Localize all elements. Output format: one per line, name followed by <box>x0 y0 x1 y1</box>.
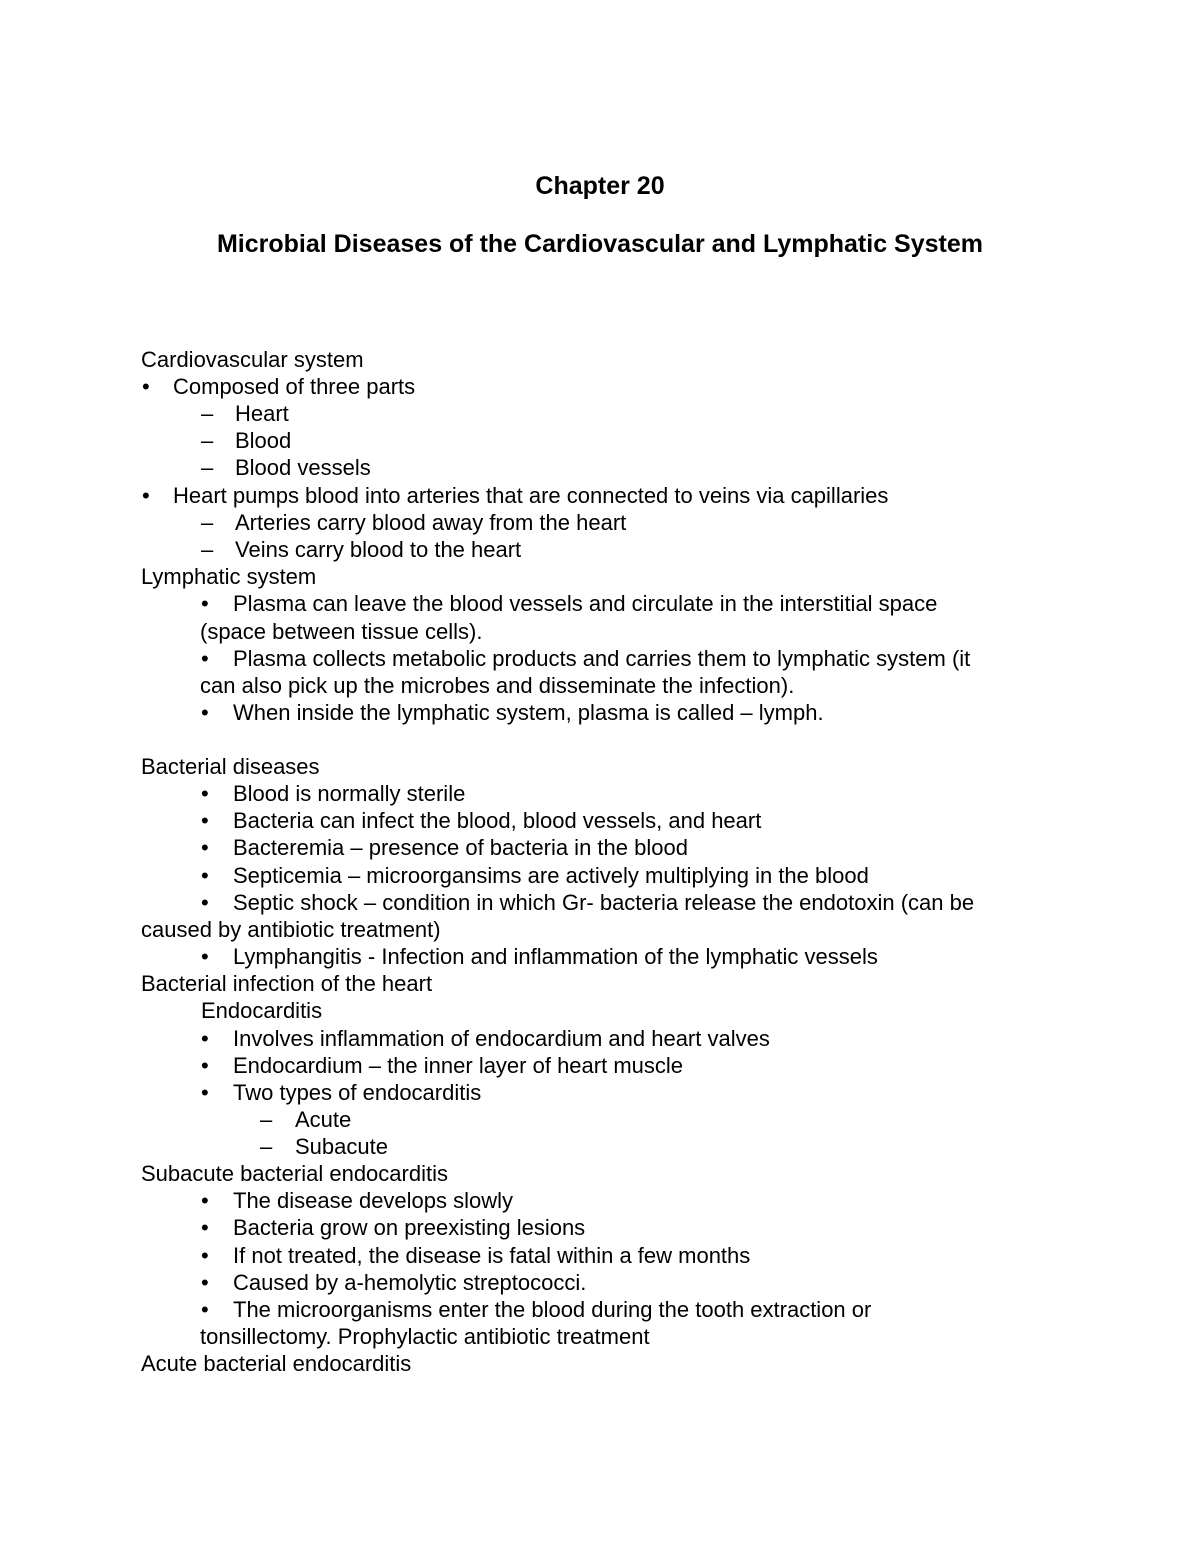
section-heading-heart-infection: Bacterial infection of the heart <box>141 971 433 996</box>
section-heading-subacute: Subacute bacterial endocarditis <box>141 1161 448 1186</box>
sub-list-item: Acute <box>295 1107 352 1132</box>
list-item: Composed of three parts <box>173 374 416 399</box>
list-item-continuation: (space between tissue cells). <box>200 619 483 644</box>
sub-list-item: Arteries carry blood away from the heart <box>235 510 627 535</box>
bullet-marker: • <box>201 808 209 833</box>
sub-list-item: Blood <box>235 428 292 453</box>
list-item: Endocardium – the inner layer of heart muscle <box>233 1053 684 1078</box>
section-heading-lymphatic: Lymphatic system <box>141 564 317 589</box>
dash-marker: – <box>201 510 214 535</box>
sub-list-item: Subacute <box>295 1134 388 1159</box>
bullet-marker: • <box>201 1243 209 1268</box>
bullet-marker: • <box>201 1297 209 1322</box>
section-heading-acute: Acute bacterial endocarditis <box>141 1351 412 1376</box>
bullet-marker: • <box>201 591 209 616</box>
list-item: Lymphangitis - Infection and inflammation of the lymphatic vessels <box>233 944 878 969</box>
subheading-endocarditis: Endocarditis <box>201 998 323 1023</box>
list-item: Bacteria can infect the blood, blood vessels, and heart <box>233 808 762 833</box>
list-item: When inside the lymphatic system, plasma is called – lymph. <box>233 700 824 725</box>
bullet-marker: • <box>201 1215 209 1240</box>
bullet-marker: • <box>201 781 209 806</box>
list-item: Heart pumps blood into arteries that are connected to veins via capillaries <box>173 483 889 508</box>
chapter-number: Chapter 20 <box>535 172 665 200</box>
bullet-marker: • <box>201 700 209 725</box>
section-heading-cardiovascular: Cardiovascular system <box>141 347 364 372</box>
list-item: Blood is normally sterile <box>233 781 466 806</box>
list-item: Involves inflammation of endocardium and heart valves <box>233 1026 770 1051</box>
page-title: Microbial Diseases of the Cardiovascular and Lymphatic System <box>216 230 983 258</box>
list-item: Septic shock – condition in which Gr- bacteria release the endotoxin (can be <box>233 890 975 915</box>
sub-list-item: Veins carry blood to the heart <box>235 537 522 562</box>
bullet-marker: • <box>142 374 150 399</box>
bullet-marker: • <box>201 863 209 888</box>
bullet-marker: • <box>201 944 209 969</box>
bullet-marker: • <box>201 1270 209 1295</box>
list-item: Two types of endocarditis <box>233 1080 482 1105</box>
dash-marker: – <box>201 455 214 480</box>
list-item: Bacteremia – presence of bacteria in the blood <box>233 835 688 860</box>
list-item: If not treated, the disease is fatal within a few months <box>233 1243 751 1268</box>
bullet-marker: • <box>201 1026 209 1051</box>
list-item-continuation: caused by antibiotic treatment) <box>141 917 441 942</box>
list-item-continuation: can also pick up the microbes and disseminate the infection). <box>200 673 795 698</box>
list-item: The microorganisms enter the blood during the tooth extraction or <box>233 1297 872 1322</box>
list-item: Septicemia – microorgansims are actively multiplying in the blood <box>233 863 869 888</box>
bullet-marker: • <box>201 1053 209 1078</box>
dash-marker: – <box>201 428 214 453</box>
bullet-marker: • <box>201 890 209 915</box>
list-item: Caused by a-hemolytic streptococci. <box>233 1270 587 1295</box>
list-item: Plasma collects metabolic products and carries them to lymphatic system (it <box>233 646 971 671</box>
sub-list-item: Heart <box>235 401 289 426</box>
bullet-marker: • <box>142 483 150 508</box>
list-item-continuation: tonsillectomy. Prophylactic antibiotic treatment <box>200 1324 650 1349</box>
bullet-marker: • <box>201 1080 209 1105</box>
section-heading-bacterial-diseases: Bacterial diseases <box>141 754 320 779</box>
list-item: The disease develops slowly <box>233 1188 514 1213</box>
bullet-marker: • <box>201 646 209 671</box>
dash-marker: – <box>260 1107 273 1132</box>
list-item: Plasma can leave the blood vessels and circulate in the interstitial space <box>233 591 938 616</box>
sub-list-item: Blood vessels <box>235 455 371 480</box>
dash-marker: – <box>201 401 214 426</box>
list-item: Bacteria grow on preexisting lesions <box>233 1215 586 1240</box>
dash-marker: – <box>201 537 214 562</box>
bullet-marker: • <box>201 835 209 860</box>
dash-marker: – <box>260 1134 273 1159</box>
bullet-marker: • <box>201 1188 209 1213</box>
